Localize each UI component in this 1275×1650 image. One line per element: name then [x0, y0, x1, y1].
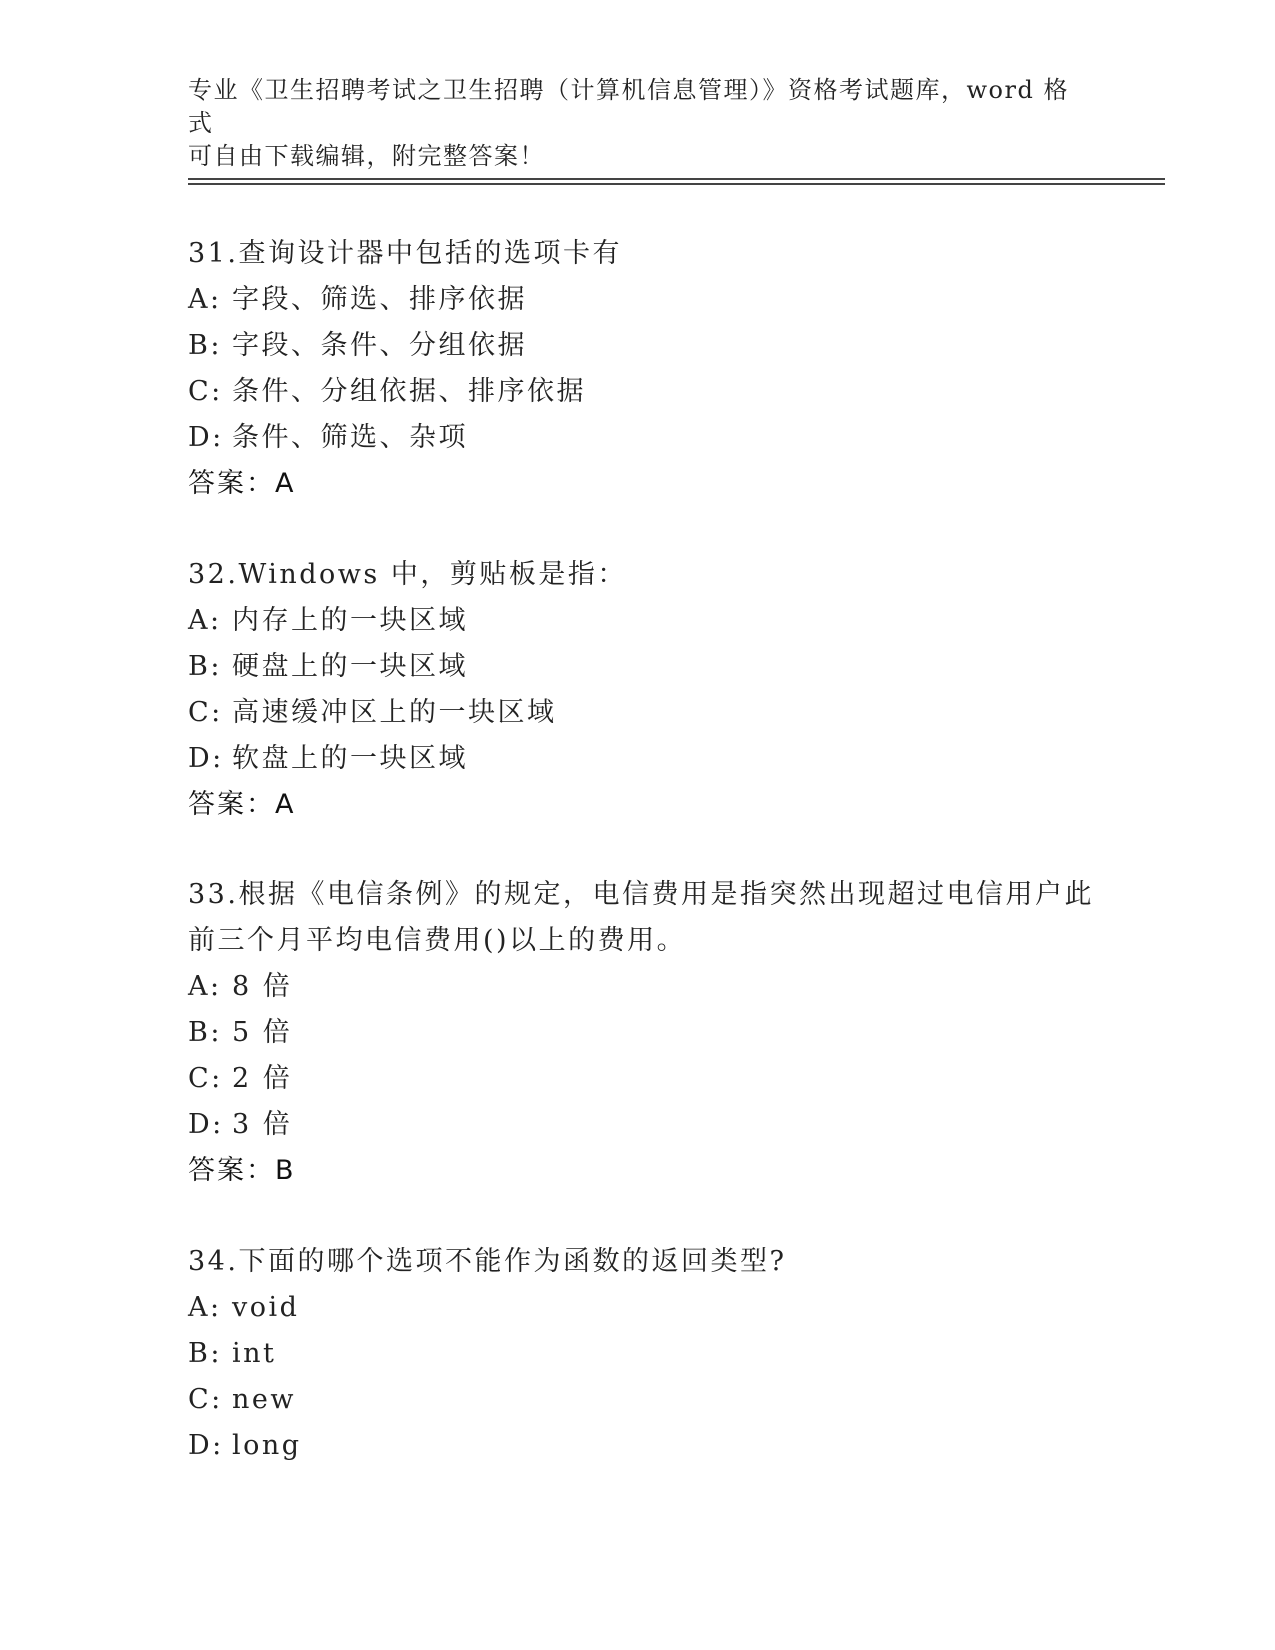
option-text: int	[232, 1338, 277, 1369]
option-key: B:	[188, 330, 222, 361]
option-key: A:	[188, 971, 222, 1002]
option-d	[188, 736, 1108, 782]
option-text: 8 倍	[232, 971, 293, 1002]
answer-label: 答案：A	[188, 468, 296, 499]
option-text: 2 倍	[232, 1063, 293, 1094]
question-stem: 31.查询设计器中包括的选项卡有	[188, 238, 622, 269]
question-stem: 34.下面的哪个选项不能作为函数的返回类型?	[188, 1246, 787, 1277]
answer-label: 答案：A	[188, 789, 296, 820]
question-stem-continued: 前三个月平均电信费用()以上的费用。	[188, 925, 687, 956]
option-key: A:	[188, 605, 222, 636]
option-d	[188, 1423, 1108, 1469]
question-31	[188, 231, 1108, 507]
option-text: 高速缓冲区上的一块区域	[232, 697, 557, 728]
option-key: A:	[188, 284, 222, 315]
option-text: 字段、筛选、排序依据	[232, 284, 527, 315]
option-text: long	[232, 1430, 302, 1461]
option-b	[188, 1331, 1108, 1377]
option-c	[188, 369, 1108, 415]
document-header	[188, 74, 1088, 173]
option-text: 软盘上的一块区域	[232, 743, 468, 774]
option-text: 硬盘上的一块区域	[232, 651, 468, 682]
option-d	[188, 415, 1108, 461]
option-key: C:	[188, 697, 223, 728]
option-text: new	[232, 1384, 296, 1415]
question-32	[188, 552, 1108, 828]
option-key: D:	[188, 1109, 224, 1140]
option-key: B:	[188, 1017, 222, 1048]
header-rule-bottom	[188, 183, 1165, 185]
option-b	[188, 1010, 1108, 1056]
question-stem: 33.根据《电信条例》的规定，电信费用是指突然出现超过电信用户此	[188, 879, 1094, 910]
option-c	[188, 690, 1108, 736]
option-key: B:	[188, 651, 222, 682]
option-b	[188, 323, 1108, 369]
option-key: D:	[188, 743, 224, 774]
option-key: A:	[188, 1292, 222, 1323]
option-key: C:	[188, 1063, 223, 1094]
option-key: C:	[188, 376, 223, 407]
option-d	[188, 1102, 1108, 1148]
option-c	[188, 1377, 1108, 1423]
header-line-2: 可自由下载编辑，附完整答案！	[188, 142, 545, 170]
option-key: D:	[188, 422, 224, 453]
option-text: 5 倍	[232, 1017, 293, 1048]
option-a	[188, 598, 1108, 644]
question-34	[188, 1239, 1108, 1469]
option-a	[188, 1285, 1108, 1331]
option-b	[188, 644, 1108, 690]
option-text: 条件、筛选、杂项	[232, 422, 468, 453]
answer-label: 答案：B	[188, 1155, 296, 1186]
option-text: 内存上的一块区域	[232, 605, 468, 636]
option-key: B:	[188, 1338, 222, 1369]
option-text: 条件、分组依据、排序依据	[232, 376, 586, 407]
option-text: 3 倍	[232, 1109, 293, 1140]
option-key: C:	[188, 1384, 223, 1415]
header-rule-top	[188, 178, 1165, 180]
option-key: D:	[188, 1430, 224, 1461]
question-stem: 32.Windows 中，剪贴板是指：	[188, 559, 627, 590]
question-33	[188, 872, 1108, 1194]
option-text: void	[232, 1292, 300, 1323]
option-a	[188, 964, 1108, 1010]
header-line-1: 专业《卫生招聘考试之卫生招聘（计算机信息管理）》资格考试题库，word 格式	[188, 76, 1069, 137]
option-a	[188, 277, 1108, 323]
option-text: 字段、条件、分组依据	[232, 330, 527, 361]
option-c	[188, 1056, 1108, 1102]
